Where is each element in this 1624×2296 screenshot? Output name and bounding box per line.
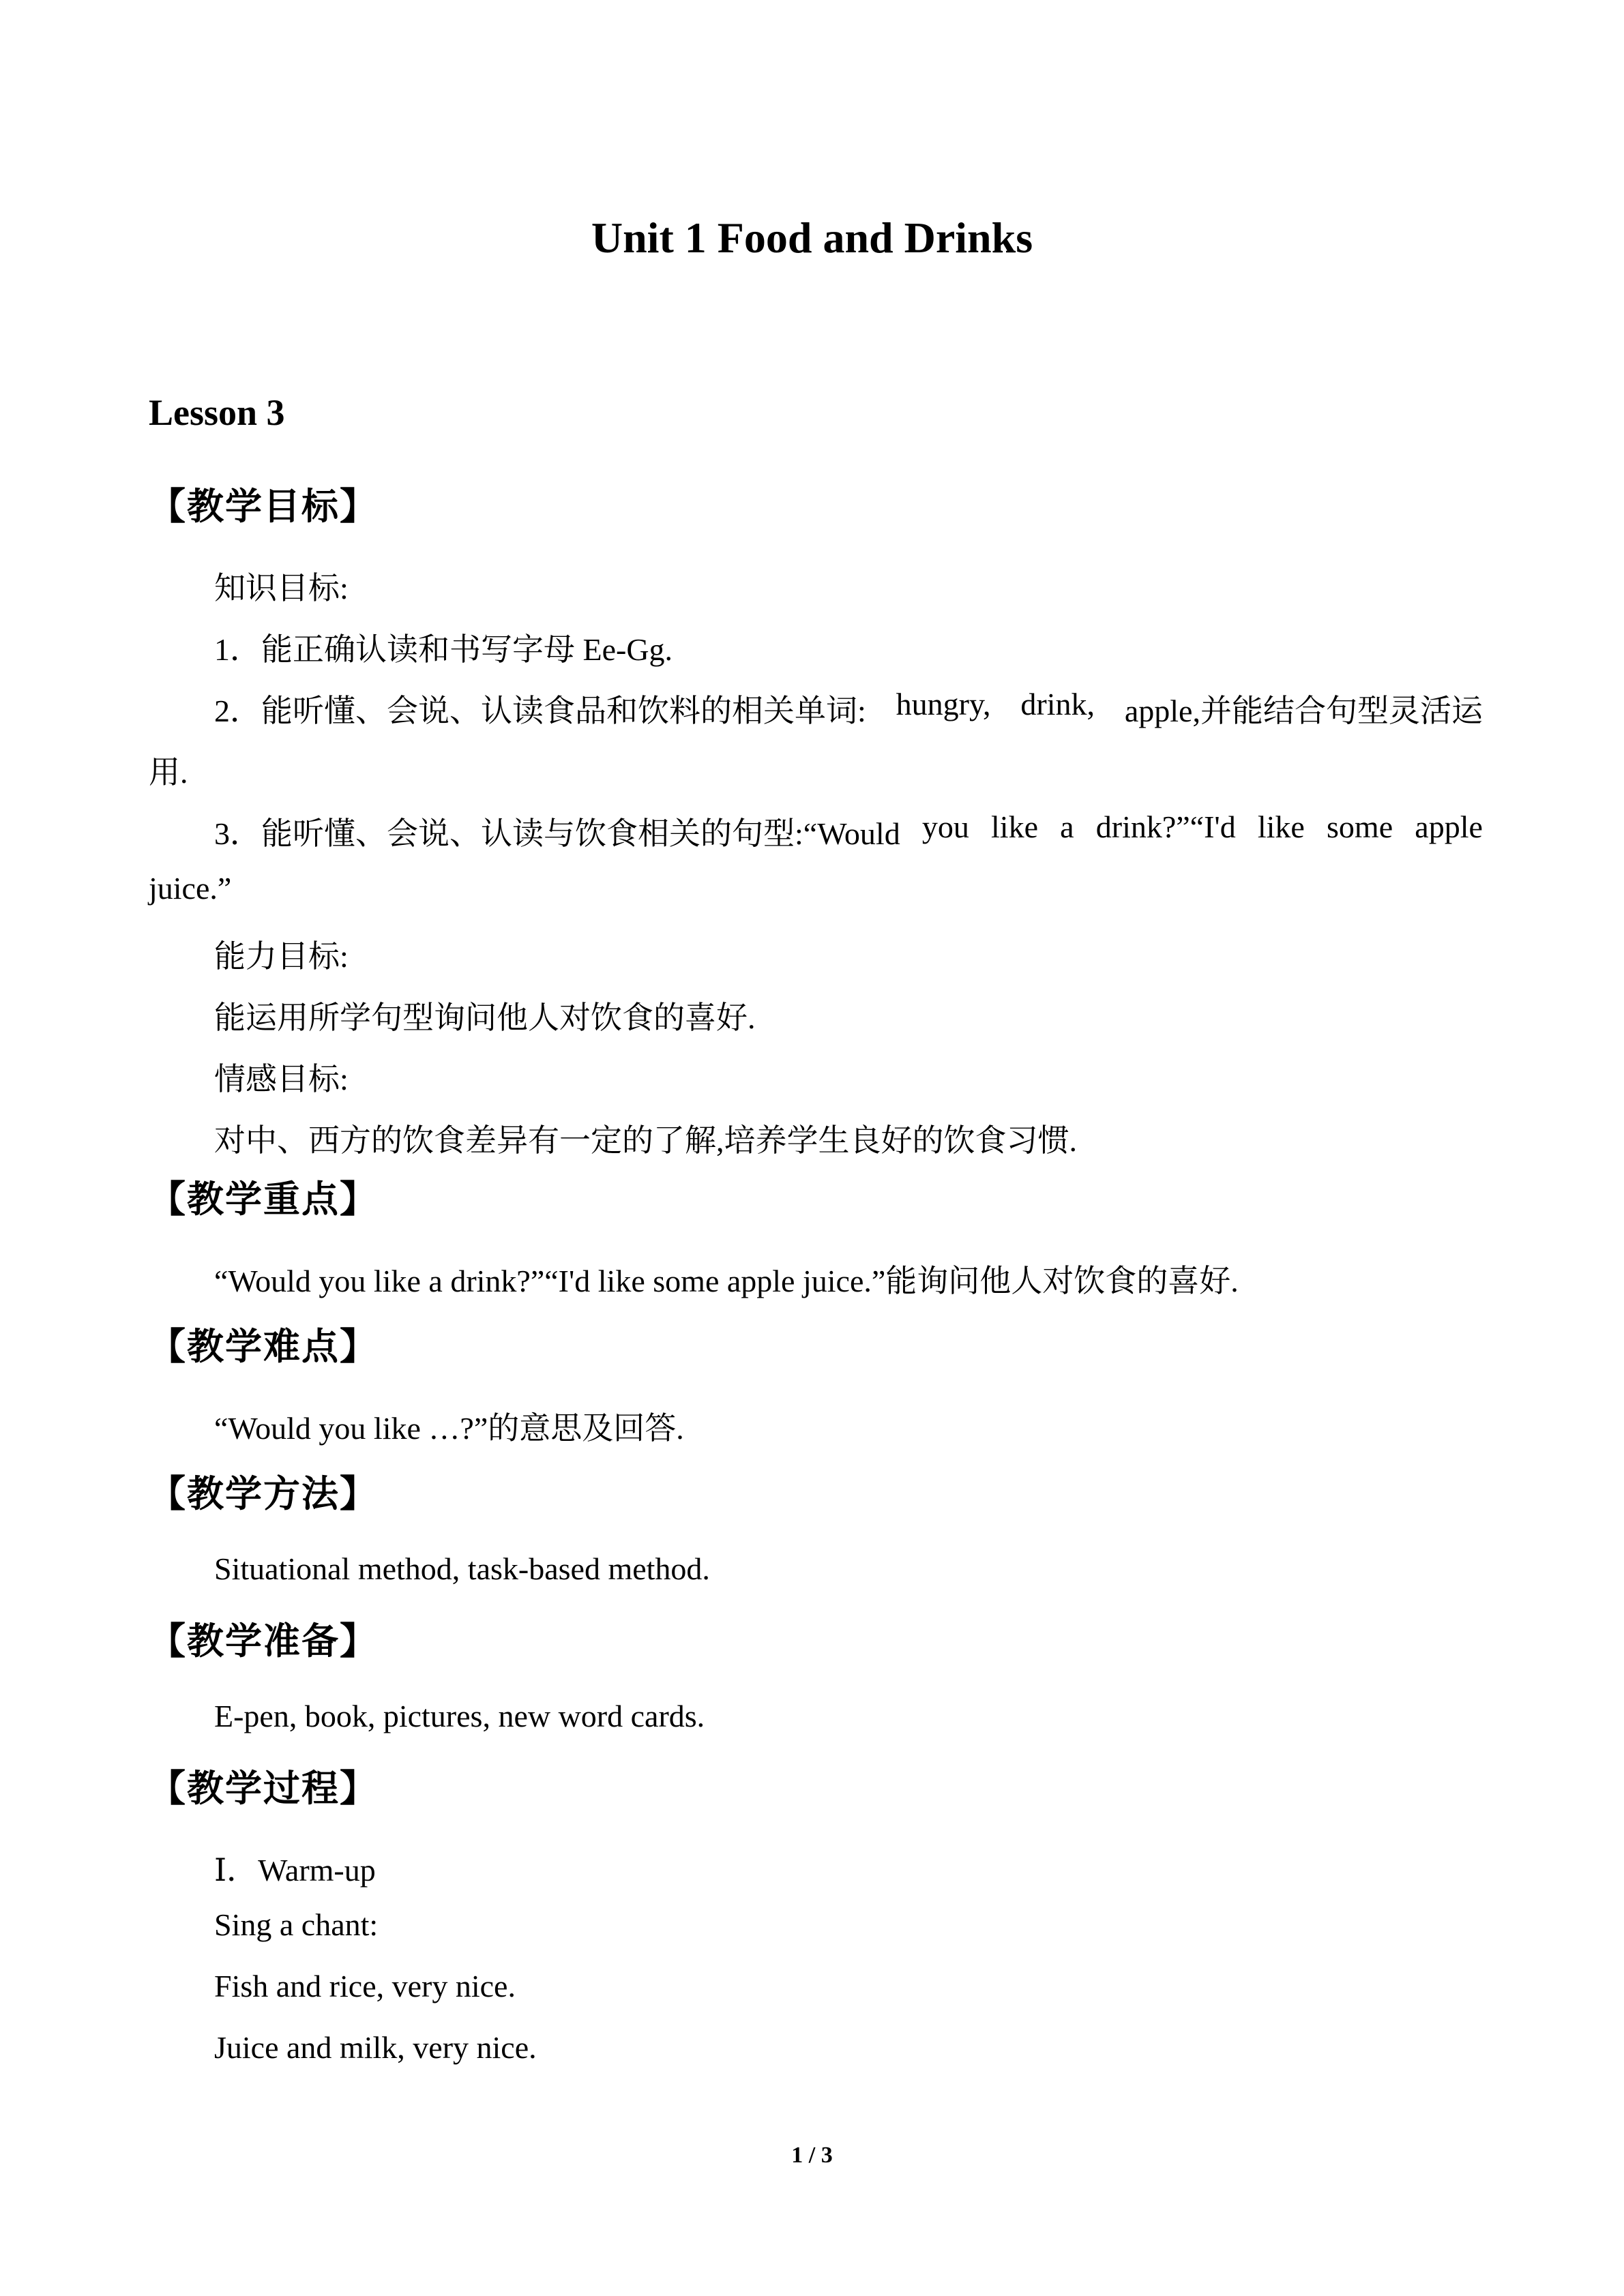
chant-line-2: Juice and milk, very nice. [214,2030,537,2065]
preparation-text: E-pen, book, pictures, new word cards. [214,1699,705,1733]
methods-text: Situational method, task-based method. [214,1551,710,1586]
document-title: Unit 1 Food and Drinks [591,213,1033,262]
objectives-heading: 【教学目标】 [149,486,378,527]
key-points-text: “Would you like a drink?”“I'd like some apple juice.”能询问他人对饮食的喜好. [214,1264,1239,1298]
objective-item-3-line1: 3．能听懂、会说、认读与饮食相关的句型:“Would you like a drink?”“I'd like some apple [214,809,1483,851]
objective-item-2-line2: 用. [149,755,188,790]
preparation-heading: 【教学准备】 [149,1621,378,1662]
process-heading: 【教学过程】 [149,1768,378,1809]
chant-label: Sing a chant: [214,1907,379,1942]
chant-line-1: Fish and rice, very nice. [214,1969,516,2003]
ability-text: 能运用所学句型询问他人对饮食的喜好. [214,1000,756,1035]
process-step-1: Ⅰ．Warm-up [214,1853,376,1888]
lesson-label: Lesson 3 [149,392,285,433]
difficulties-text: “Would you like …?”的意思及回答. [214,1411,684,1446]
page-number: 1 / 3 [791,2143,833,2168]
objective-item-3-line2: juice.” [149,871,232,906]
emotion-label: 情感目标: [214,1062,349,1097]
emotion-text: 对中、西方的饮食差异有一定的了解,培养学生良好的饮食习惯. [214,1123,1077,1158]
key-points-heading: 【教学重点】 [149,1179,378,1220]
objective-item-2-line1: 2．能听懂、会说、认读食品和饮料的相关单词: hungry, drink, apple,并能结合句型灵活运 [214,687,1483,728]
knowledge-label: 知识目标: [214,571,349,606]
methods-heading: 【教学方法】 [149,1474,378,1515]
difficulties-heading: 【教学难点】 [149,1326,378,1367]
ability-label: 能力目标: [214,939,349,974]
objective-item-1: 1．能正确认读和书写字母 Ee-Gg. [214,632,673,667]
